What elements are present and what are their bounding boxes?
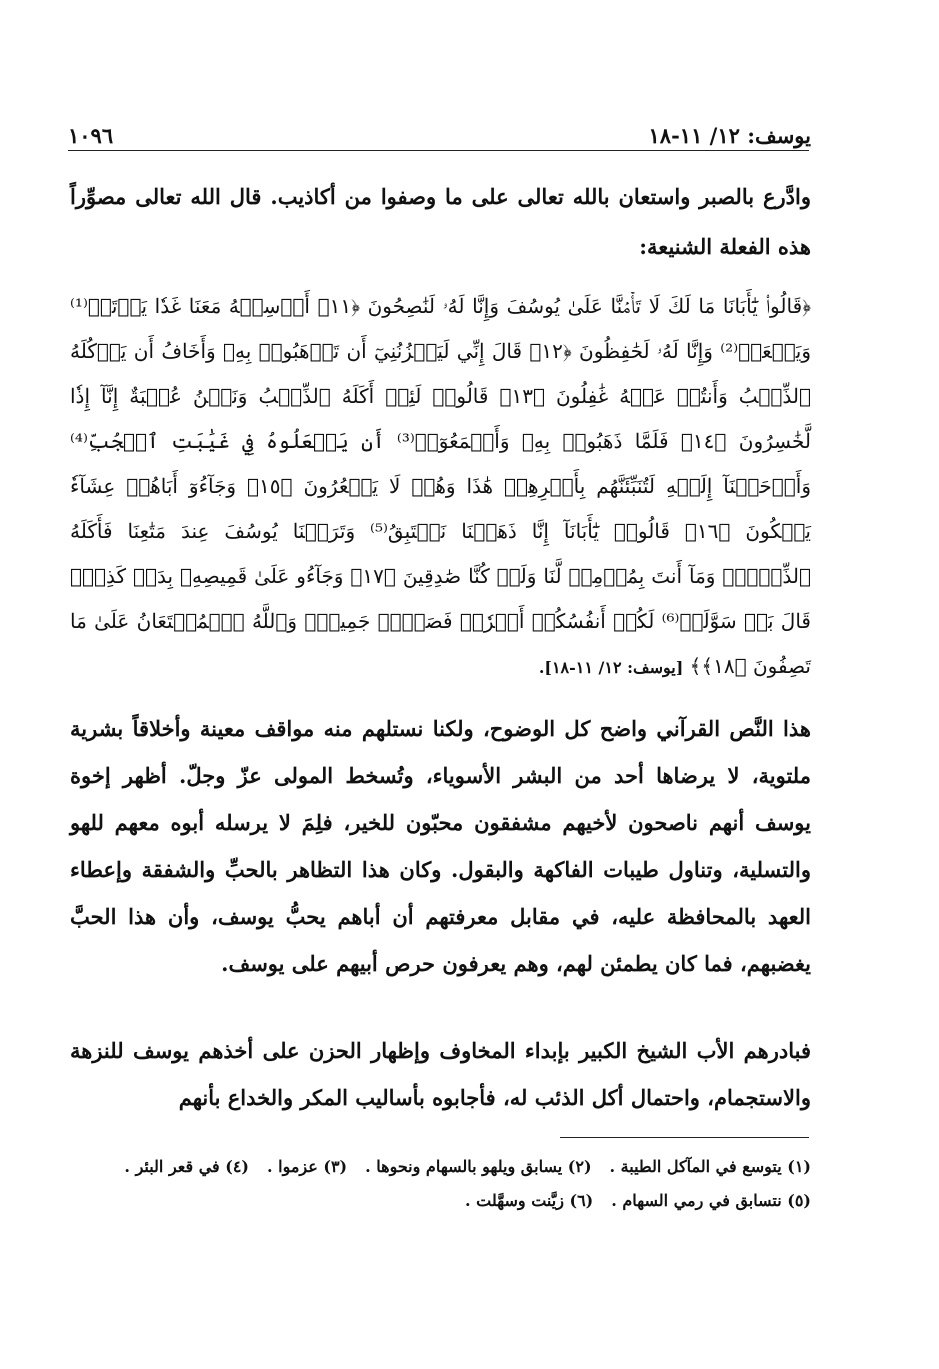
- commentary-paragraph-1: هذا النَّص القرآني واضح كل الوضوح، ولكنا نستلهم منه مواقف معينة وأخلاقاً بشرية ملتوية، لا يرضاها أحد من البشر الأسوياء، وتُسخط المولى عزّ وجلّ. أظهر إخوة يوسف أنهم ناصحون لأخيهم مشفقون محبّون للخير، فلِمَ لا يرسله أبوه معهم للهو والتسلية، وتناول طيبات الفاكهة والبقول. وكان هذا التظاهر بالحبِّ والشفقة وإعطاء العهد بالمحافظة عليه، في مقابل معرفتهم أن أباهم يحبُّ يوسف، وأن هذا الحبَّ يغضبهم، فما كان يطمئن لهم، وهم يعرفون حرص أبيهم على يوسف.: [70, 716, 811, 976]
- footnote-5: (٥) نتسابق في رمي السهام .: [611, 1191, 811, 1210]
- quran-citation: [يوسف: ١٢/ ١١-١٨].: [538, 658, 684, 677]
- intro-paragraph: وادَّرع بالصبر واستعان بالله تعالى على ما وصفوا من أكاذيب. قال الله تعالى مصوِّراً هذه الفعلة الشنيعة:: [70, 184, 811, 259]
- footnote-line-2: [70, 1184, 811, 1218]
- commentary-paragraph-2: فبادرهم الأب الشيخ الكبير بإبداء المخاوف وإظهار الحزن على أخذهم يوسف للنزهة والاستجمام، واحتمال أكل الذئب له، فأجابوه بأساليب المكر والخداع بأنهم: [70, 1038, 811, 1110]
- footnotes: [70, 1150, 811, 1218]
- footnote-6: (٦) زيَّنت وسهَّلت .: [464, 1191, 594, 1210]
- footnote-line-1: [70, 1150, 811, 1184]
- running-header: [68, 118, 811, 148]
- footnote-divider: [560, 1137, 809, 1138]
- footnote-2: (٢) يسابق ويلهو بالسهام ونحوها .: [365, 1157, 592, 1176]
- footnote-1: (١) يتوسع في المآكل الطيبة .: [609, 1157, 811, 1176]
- footnote-3: (٣) عزموا .: [267, 1157, 348, 1176]
- page-number: ١٠٩٦: [68, 123, 114, 148]
- header-divider: [68, 150, 809, 151]
- surah-reference: يوسف: ١٢/ ١١-١٨: [648, 123, 811, 148]
- quran-verses: ﴿قَالُوا۟ يَٰٓأَبَانَا مَا لَكَ لَا تَأۡمَ۬نَّا عَلَىٰ يُوسُفَ وَإِنَّا لَهُۥ لَنَٰصِحُونَ ﴿١١﴾ أَرۡسِلۡهُ مَعَنَا غَدٗا يَرۡتَعۡ⁽¹⁾ وَيَلۡعَبۡ⁽²⁾ وَإِنَّا لَهُۥ لَحَٰفِظُونَ ﴿١٢﴾ قَالَ إِنِّي لَيَحۡزُنُنِيٓ أَن تَذۡهَبُوا۟ بِهِۦ وَأَخَافُ أَن يَأۡكُلَهُ ٱلذِّئۡبُ وَأَنتُمۡ عَنۡهُ غَٰفِلُونَ ﴿١٣﴾ قَالُوا۟ لَئِنۡ أَكَلَهُ ٱلذِّئۡبُ وَنَحۡنُ عُصۡبَةٌ إِنَّآ إِذٗا لَّخَٰسِرُونَ ﴿١٤﴾ فَلَمَّا ذَهَبُوا۟ بِهِۦ وَأَجۡمَعُوٓا۟⁽³⁾ أَن يَجۡعَلُوهُ فِي غَيَٰبَتِ ٱلۡجُبِّ⁽⁴⁾ وَأَوۡحَيۡنَآ إِلَيۡهِ لَتُنَبِّئَنَّهُم بِأَمۡرِهِمۡ هَٰذَا وَهُمۡ لَا يَشۡعُرُونَ ﴿١٥﴾ وَجَآءُوٓ أَبَاهُمۡ عِشَآءٗ يَبۡكُونَ ﴿١٦﴾ قَالُوا۟ يَٰٓأَبَانَآ إِنَّا ذَهَبۡنَا نَسۡتَبِقُ⁽⁵⁾ وَتَرَكۡنَا يُوسُفَ عِندَ مَتَٰعِنَا فَأَكَلَهُ ٱلذِّئۡبُۖ وَمَآ أَنتَ بِمُؤۡمِنٖ لَّنَا وَلَوۡ كُنَّا صَٰدِقِينَ ﴿١٧﴾ وَجَآءُو عَلَىٰ قَمِيصِهِۦ بِدَمٖ كَذِبٖۚ قَالَ بَلۡ سَوَّلَتۡ⁽⁶⁾ لَكُمۡ أَنفُسُكُمۡ أَمۡرٗاۖ فَصَبۡرٞ جَمِيلٞۖ وَٱللَّهُ ٱلۡمُسۡتَعَانُ عَلَىٰ مَا تَصِفُونَ ﴿١٨﴾﴾: [70, 294, 812, 678]
- footnote-4: (٤) في قعر البئر .: [124, 1157, 249, 1176]
- quran-passage: [70, 284, 811, 690]
